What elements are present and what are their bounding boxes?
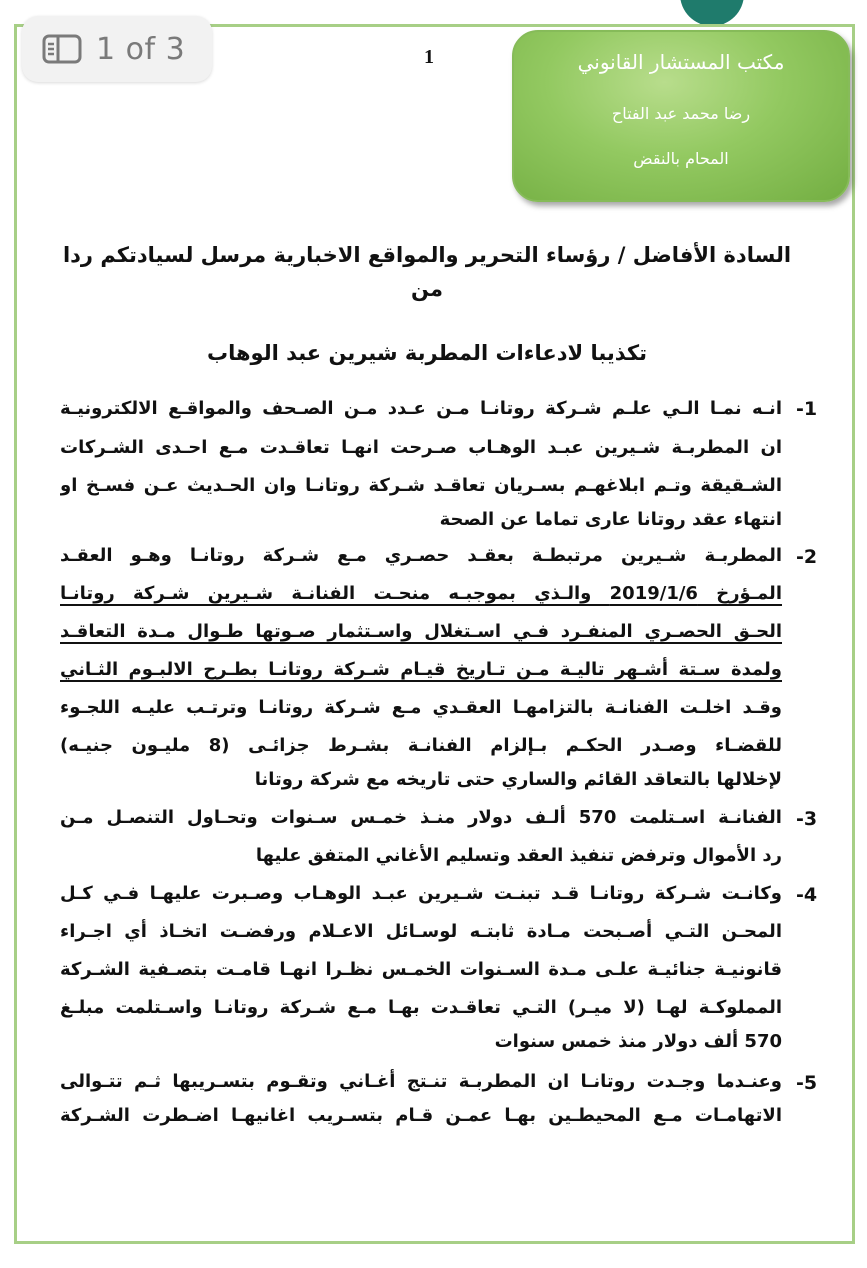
item-line: انتهاء عقد روتانا عارى تماما عن الصحة: [439, 509, 782, 530]
item-line-underlined: المـؤرخ 2019/1/6 والـذي بموجبـه منحـت الفنانـة شـيرين شـركة روتانـا: [60, 583, 782, 604]
item-line: الفنانـة اسـتلمت 570 ألـف دولار منـذ خمـس سـنوات وتحـاول التنصـل مـن: [60, 807, 782, 828]
addressee-line: السادة الأفاضل / رؤساء التحرير والمواقع الاخبارية مرسل لسيادتكم ردا: [62, 243, 792, 267]
item-line: رد الأموال وترفض تنفيذ العقد وتسليم الأغاني المتفق عليها: [255, 845, 782, 866]
item-number: -5: [796, 1072, 818, 1094]
letterhead-name: رضا محمد عبد الفتاح: [611, 104, 751, 123]
addressee-heading: [60, 238, 794, 306]
item-line: ان المطربـة شـيرين عبـد الوهـاب صـرحت انهـا تعاقـدت مـع احـدى الشـركات: [60, 437, 782, 458]
book-icon: [42, 34, 82, 64]
page-indicator[interactable]: [22, 16, 212, 82]
item-line: المطربـة شـيرين مرتبطـة بعقـد حصـري مـع شـركة روتانـا وهـو العقـد: [60, 545, 782, 566]
item-line: وكانـت شـركة روتانـا قـد تبنـت شـيرين عبـد الوهـاب وصـبرت عليهـا فـي كـل: [60, 883, 782, 904]
page-number: 1: [424, 46, 434, 68]
item-line-underlined: ولمدة سـتة أشـهر تاليـة مـن تـاريخ قيـام شـركة روتانـا بطـرح الالبـوم الثـاني: [60, 659, 782, 680]
page-count-label: 1 of 3: [96, 31, 186, 67]
item-line: وعنـدما وجـدت روتانـا ان المطربـة تنـتج أغـاني وتقـوم بتسـريبها ثـم تتـوالى: [60, 1071, 782, 1092]
item-number: -4: [796, 884, 818, 906]
letterhead-box: [512, 30, 850, 202]
letterhead-title: المحام بالنقض: [633, 149, 729, 168]
item-line: للقضـاء وصـدر الحكـم بـإلزام الفنانـة بشـرط جزائـى (8 مليـون جنيـه): [60, 735, 782, 756]
item-number: -1: [796, 398, 818, 420]
letterhead-office: مكتب المستشار القانوني: [577, 50, 785, 74]
item-line: 570 ألف دولار منذ خمس سنوات: [494, 1031, 782, 1052]
subject-heading: تكذيبا لادعاءات المطربة شيرين عبد الوهاب: [206, 341, 648, 365]
item-line: المملوكـة لهـا (لا ميـر) التـي تعاقـدت بهـا مـع شـركة روتانـا واسـتلمت مبلـغ: [60, 997, 782, 1018]
item-line: الشـقيقة وتـم ابلاغهـم بسـريان تعاقـد شـركة روتانـا وان الحـديث عـن فسـخ او: [60, 475, 782, 496]
item-line: المحـن التـي أصـبحت مـادة ثابتـه لوسـائل الاعـلام ورفضـت اتخـاذ أي اجـراء: [60, 921, 782, 942]
item-number: -3: [796, 808, 818, 830]
item-line: لإخلالها بالتعاقد القائم والساري حتى تاريخه مع شركة روتانا: [254, 769, 782, 790]
item-line: وقـد اخلـت الفنانـة بالتزامهـا العقـدي مـع شـركة روتانـا وترتـب عليـه اللجـوء: [60, 697, 782, 718]
item-line-underlined: الحـق الحصـري المنفـرد فـي اسـتغلال واسـتثمار صـوتها طـوال مـدة التعاقـد: [60, 621, 782, 642]
decorative-circle: [680, 0, 744, 26]
item-number: -2: [796, 546, 818, 568]
item-line: انـه نمـا الـي علـم شـركة روتانـا مـن عـدد مـن الصـحف والمواقـع الالكترونيـة: [60, 398, 782, 419]
addressee-line-cont: من: [411, 277, 443, 301]
item-line: قانونيـة جنائيـة علـى مـدة السـنوات الخمـس نظـرا انهـا قامـت بتصـفية الشـركة: [60, 959, 782, 980]
item-line: الاتهامـات مـع المحيطـين بهـا عمـن قـام بتسـريب اغانيهـا اضـطرت الشـركة: [60, 1105, 782, 1126]
